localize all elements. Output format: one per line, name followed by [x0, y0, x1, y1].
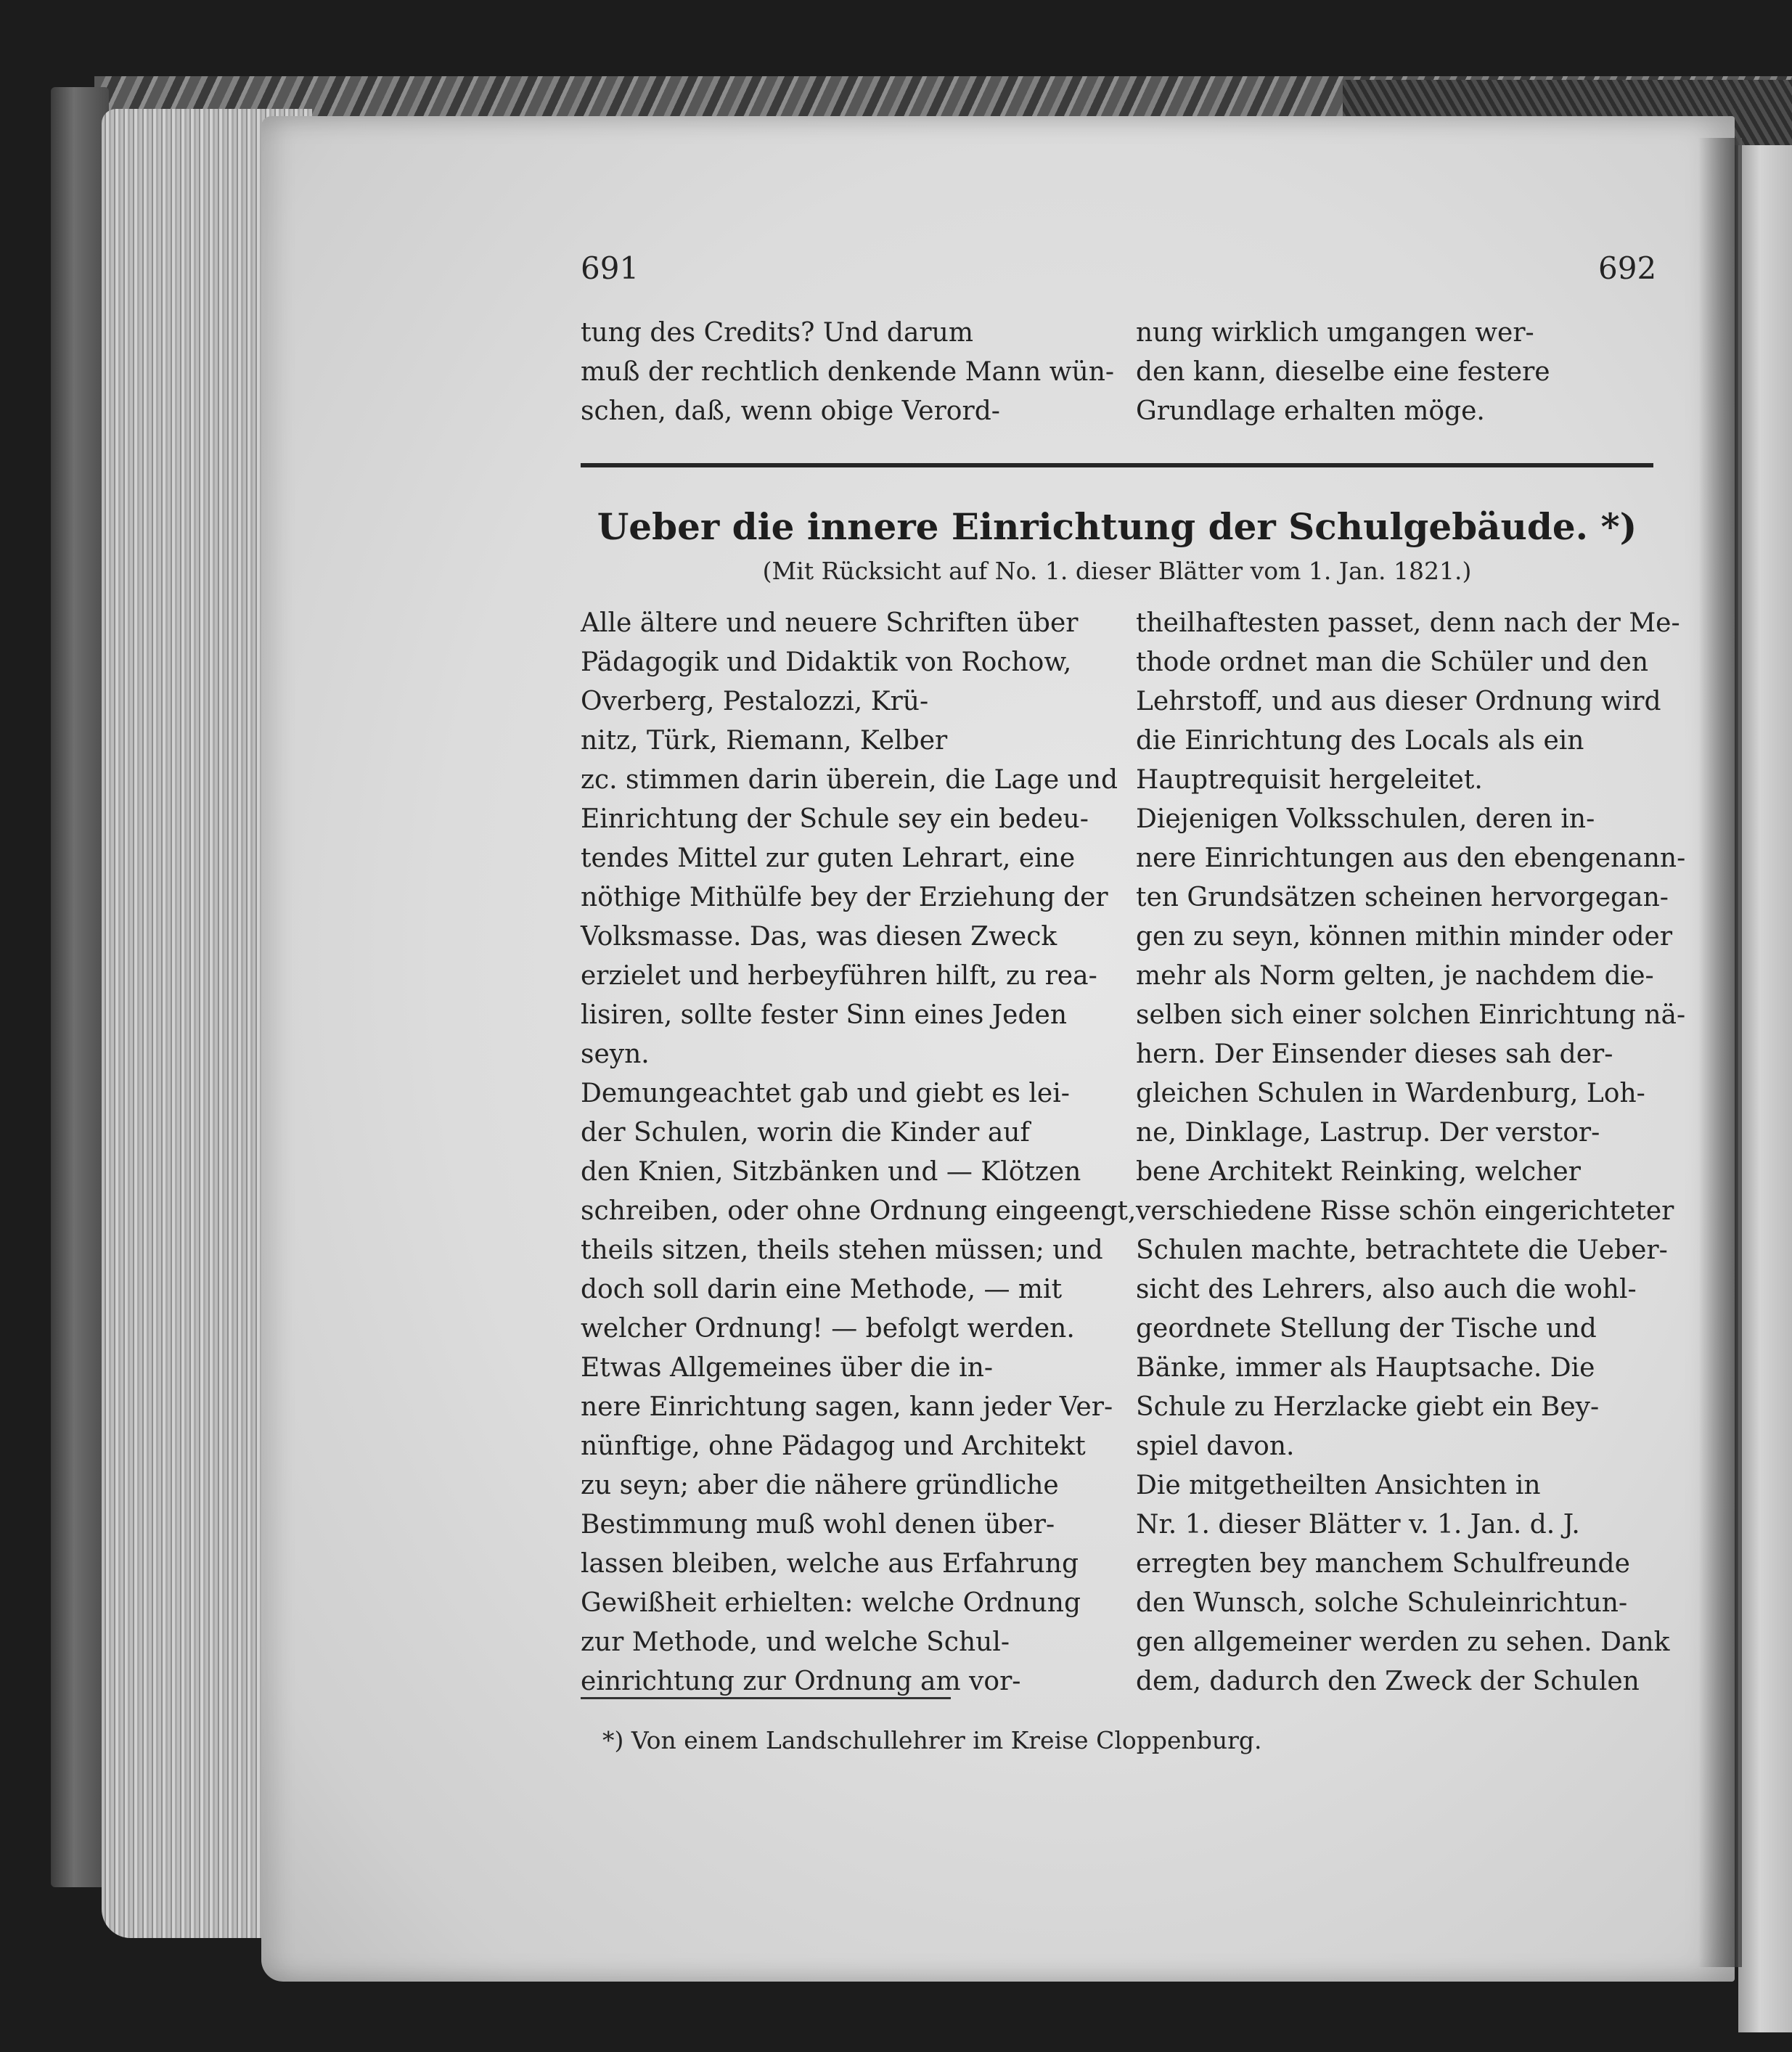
text-line: Gewißheit erhielten: welche Ordnung [581, 1588, 1081, 1618]
text-line: nung wirklich umgangen wer- [1136, 318, 1534, 348]
text-line: Lehrstoff, und aus dieser Ordnung wird [1136, 687, 1661, 716]
footnote-rule [581, 1697, 951, 1699]
text-line: Schulen machte, betrachtete die Ueber- [1136, 1235, 1668, 1265]
article-title: Ueber die innere Einrichtung der Schulgebäude. *) [597, 505, 1637, 548]
text-line: Pädagogik und Didaktik von Rochow, [581, 647, 1072, 677]
text-line: Overberg, Pestalozzi, Krü- [581, 687, 929, 716]
text-line: erregten bey manchem Schulfreunde [1136, 1549, 1630, 1579]
text-line: erzielet und herbeyführen hilft, zu rea- [581, 961, 1097, 991]
text-line: ne, Dinklage, Lastrup. Der verstor- [1136, 1118, 1600, 1148]
text-line: bene Architekt Reinking, welcher [1136, 1157, 1581, 1187]
text-line: Diejenigen Volksschulen, deren in- [1136, 804, 1595, 834]
text-line: nitz, Türk, Riemann, Kelber [581, 726, 948, 756]
text-line: den Wunsch, solche Schuleinrichtun- [1136, 1588, 1628, 1618]
article-left-column [581, 604, 1137, 1701]
text-line: nere Einrichtungen aus den ebengenann- [1136, 843, 1686, 873]
text-line: den kann, dieselbe eine festere [1136, 357, 1550, 387]
text-line: den Knien, Sitzbänken und — Klötzen [581, 1157, 1081, 1187]
article-right-column [1136, 604, 1686, 1701]
text-line: Bestimmung muß wohl denen über- [581, 1510, 1055, 1540]
text-line: Schule zu Herzlacke giebt ein Bey- [1136, 1392, 1600, 1422]
text-line: gen zu seyn, können mithin minder oder [1136, 922, 1673, 952]
article-subtitle: (Mit Rücksicht auf No. 1. dieser Blätter vom 1. Jan. 1821.) [762, 557, 1472, 585]
footnote: *) Von einem Landschullehrer im Kreise Cloppenburg. [602, 1726, 1262, 1754]
page-number-left: 691 [581, 250, 639, 286]
text-line: Bänke, immer als Hauptsache. Die [1136, 1353, 1595, 1383]
text-line: theilhaftesten passet, denn nach der Me- [1136, 608, 1680, 638]
text-line: tung des Credits? Und darum [581, 318, 973, 348]
text-line: gen allgemeiner werden zu sehen. Dank [1136, 1627, 1670, 1657]
text-line: geordnete Stellung der Tische und [1136, 1314, 1597, 1344]
text-line: Grundlage erhalten möge. [1136, 396, 1485, 426]
top-continuation-left [581, 314, 1118, 431]
text-line: Demungeachtet gab und giebt es lei- [581, 1079, 1070, 1108]
text-line: verschiedene Risse schön eingerichteter [1136, 1196, 1674, 1226]
text-line: Hauptrequisit hergeleitet. [1136, 765, 1483, 795]
section-divider-rule [581, 463, 1653, 467]
text-line: lassen bleiben, welche aus Erfahrung [581, 1549, 1079, 1579]
text-line: welcher Ordnung! — befolgt werden. [581, 1314, 1075, 1344]
text-line: zu seyn; aber die nähere gründliche [581, 1471, 1059, 1500]
page-number-right: 692 [1598, 250, 1657, 286]
text-line: seyn. [581, 1039, 650, 1069]
text-line: doch soll darin eine Methode, — mit [581, 1275, 1063, 1304]
text-line: selben sich einer solchen Einrichtung nä- [1136, 1000, 1686, 1030]
text-line: Nr. 1. dieser Blätter v. 1. Jan. d. J. [1136, 1510, 1580, 1540]
text-line: schen, daß, wenn obige Verord- [581, 396, 1000, 426]
page-gutter-shadow [1698, 138, 1742, 1967]
text-line: Einrichtung der Schule sey ein bedeu- [581, 804, 1089, 834]
text-line: mehr als Norm gelten, je nachdem die- [1136, 961, 1654, 991]
text-line: nünftige, ohne Pädagog und Architekt [581, 1431, 1086, 1461]
top-continuation-right [1136, 314, 1655, 431]
text-line: thode ordnet man die Schüler und den [1136, 647, 1649, 677]
text-line: nöthige Mithülfe bey der Erziehung der [581, 883, 1108, 912]
text-line: Volksmasse. Das, was diesen Zweck [581, 922, 1057, 952]
text-line: sicht des Lehrers, also auch die wohl- [1136, 1275, 1637, 1304]
text-line: theils sitzen, theils stehen müssen; und [581, 1235, 1103, 1265]
text-line: Alle ältere und neuere Schriften über [581, 608, 1079, 638]
text-line: nere Einrichtung sagen, kann jeder Ver- [581, 1392, 1113, 1422]
text-line: zc. stimmen darin überein, die Lage und [581, 765, 1118, 795]
text-line: lisiren, sollte fester Sinn eines Jeden [581, 1000, 1068, 1030]
text-line: schreiben, oder ohne Ordnung eingeengt, [581, 1196, 1137, 1226]
text-line: muß der rechtlich denkende Mann wün- [581, 357, 1115, 387]
text-line: tendes Mittel zur guten Lehrart, eine [581, 843, 1076, 873]
text-line: Die mitgetheilten Ansichten in [1136, 1471, 1541, 1500]
text-line: zur Methode, und welche Schul- [581, 1627, 1010, 1657]
text-line: einrichtung zur Ordnung am vor- [581, 1667, 1021, 1696]
facing-page-edge [1738, 145, 1792, 2032]
text-line: gleichen Schulen in Wardenburg, Loh- [1136, 1079, 1645, 1108]
text-line: dem, dadurch den Zweck der Schulen [1136, 1667, 1640, 1696]
text-line: Etwas Allgemeines über die in- [581, 1353, 994, 1383]
text-line: spiel davon. [1136, 1431, 1295, 1461]
text-line: die Einrichtung des Locals als ein [1136, 726, 1584, 756]
book-spine-cover [51, 87, 109, 1887]
text-line: der Schulen, worin die Kinder auf [581, 1118, 1030, 1148]
text-line: ten Grundsätzen scheinen hervorgegan- [1136, 883, 1669, 912]
text-line: hern. Der Einsender dieses sah der- [1136, 1039, 1613, 1069]
